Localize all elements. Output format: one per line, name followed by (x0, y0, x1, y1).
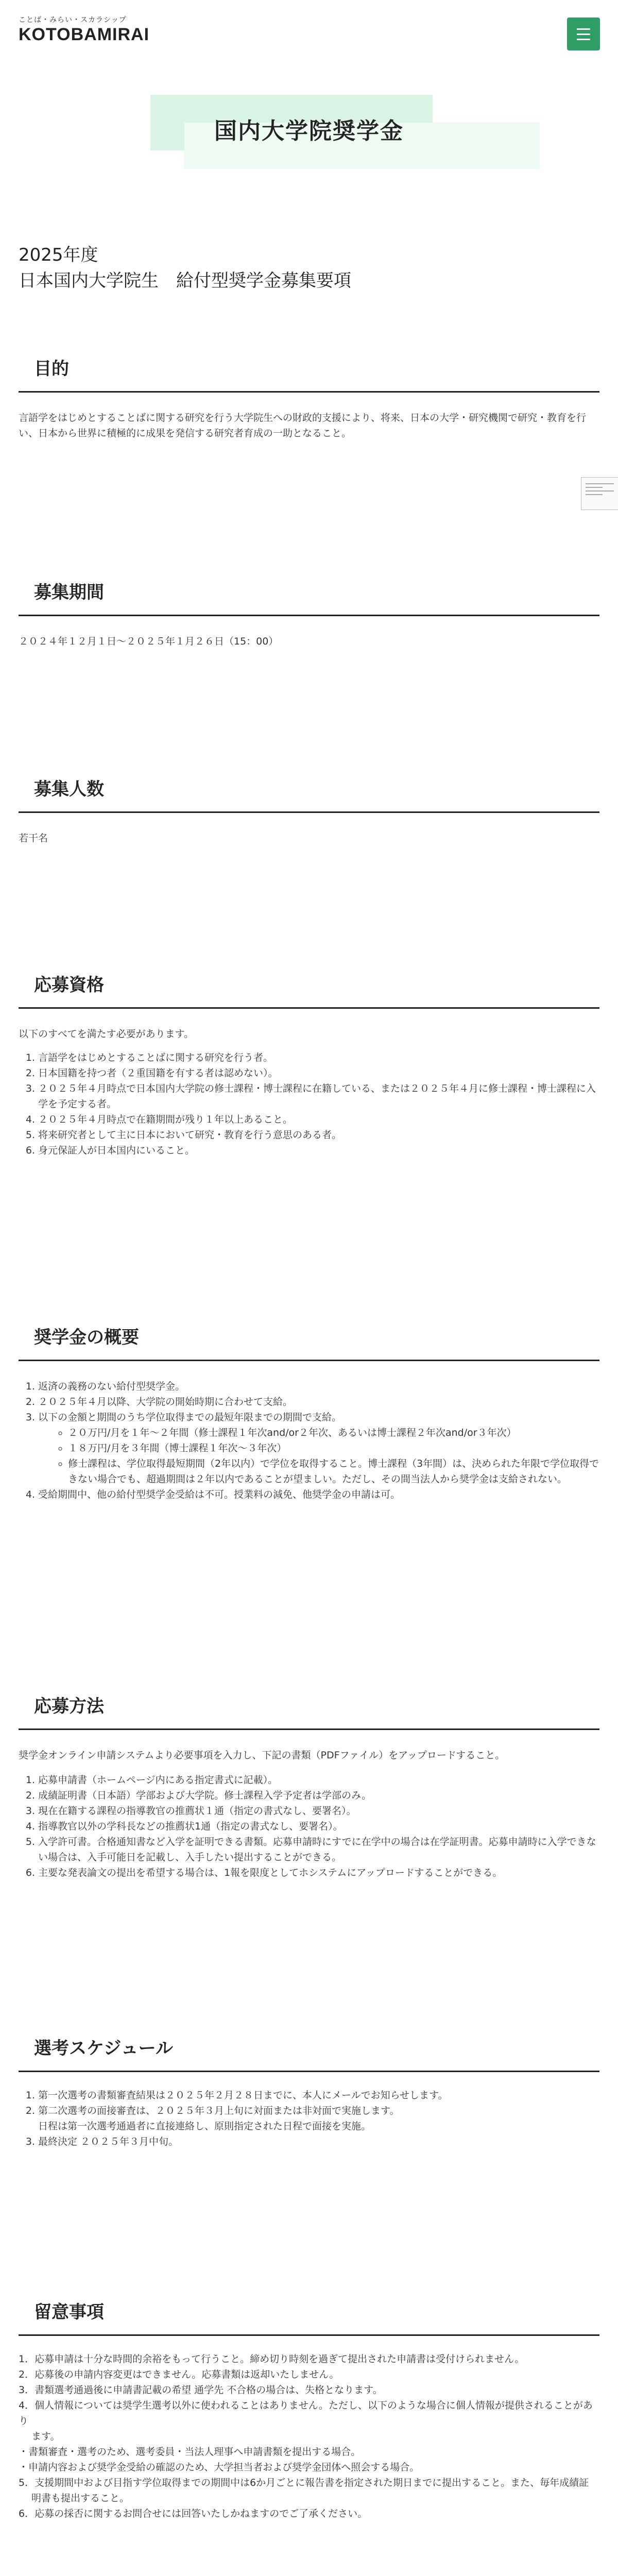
list-item: 5. 入学許可書。合格通知書など入学を証明できる書類。応募申請時にすでに在学中の場合は在学証明書。応募申請時に入学できない場合は、入手可能日を記載し、入手したい提出することができる。 (38, 1834, 599, 1865)
quota-text: 若干名 (19, 833, 48, 844)
list-item-text: 第二次選考の面接審査は、２０２５年３月上旬に対面または非対面で実施します。 (38, 2105, 400, 2116)
list-item: 2. ２０２５年４月以降、大学院の開始時期に合わせて支給。 (38, 1394, 599, 1410)
hero-banner (0, 67, 618, 201)
section-overview (19, 1323, 599, 1502)
hamburger-menu-icon-line (577, 33, 590, 35)
section-application (19, 1692, 599, 1880)
document-title: 日本国内大学院生 給付型奨学金募集要項 (19, 270, 351, 291)
section-body (19, 831, 599, 846)
note-line: 4．個人情報については奨学生選考以外に使われることはありません。ただし、以下のような場合に個人情報が提供されることがあり (19, 2400, 593, 2427)
eligibility-list (19, 1050, 599, 1158)
list-item: 1. 第一次選考の書類審査結果は２０２５年２月２８日までに、本人にメールでお知らせします。 (38, 2088, 599, 2103)
list-item: 1. 返済の義務のない給付型奨学金。 (38, 1379, 599, 1394)
section-body (19, 1379, 599, 1502)
note-line: 明書も提出すること。 (19, 2493, 130, 2504)
schedule-list (19, 2088, 599, 2149)
note-line: 1．応募申請は十分な時間的余裕をもって行うこと。締め切り時刻を過ぎて提出された申請書は受付けられません。 (19, 2353, 525, 2365)
note-line: ます。 (19, 2431, 60, 2442)
section-title: 目的 (19, 354, 599, 393)
note-line: ・書類審査・選考のため、選考委員・当法人理事へ申請書類を提出する場合。 (19, 2446, 361, 2458)
period-text: ２０２４年１２月１日〜２０２５年１月２６日（15：00） (19, 636, 279, 647)
list-item: 2. 成績証明書（日本語）学部および大学院。修士課程入学予定者は学部のみ。 (38, 1788, 599, 1803)
list-item: 1. 言語学をはじめとすることばに関する研究を行う者。 (38, 1050, 599, 1065)
eligibility-intro: 以下のすべてを満たす必要があります。 (19, 1028, 194, 1040)
section-notes (19, 2298, 599, 2521)
site-header (0, 0, 618, 67)
overview-sublist (38, 1425, 599, 1487)
section-title: 募集期間 (19, 578, 599, 616)
section-title: 選考スケジュール (19, 2034, 599, 2072)
list-item: 6. 身元保証人が日本国内にいること。 (38, 1143, 599, 1158)
application-intro: 奨学金オンライン申請システムより必要事項を入力し、下記の書類（PDFファイル）をアップロードすること。 (19, 1750, 505, 1761)
document-icon-line (586, 487, 603, 488)
section-body (19, 1748, 599, 1880)
logo-tagline: ことば・みらい・スカラシップ (19, 16, 127, 24)
section-period (19, 578, 599, 649)
section-body (19, 410, 599, 441)
section-title: 応募方法 (19, 1692, 599, 1730)
section-body (19, 2088, 599, 2149)
section-body (19, 1026, 599, 1158)
section-quota (19, 775, 599, 846)
logo-wordmark: KOTOBAMIRAI (19, 25, 150, 44)
page-title: 国内大学院奨学金 (214, 118, 404, 144)
list-item: 5. 将来研究者として主に日本において研究・教育を行う意思のある者。 (38, 1127, 599, 1143)
site-logo[interactable] (19, 15, 149, 44)
list-item (38, 1410, 599, 1487)
sub-list-item: ◦ １８万円/月を３年間（博士課程１年次〜３年次） (68, 1440, 599, 1456)
list-item: 3. 最終決定 ２０２５年３月中旬。 (38, 2134, 599, 2149)
list-item: 6. 主要な発表論文の提出を希望する場合は、1報を限度としてホシステムにアップロードすることができる。 (38, 1865, 599, 1880)
section-schedule (19, 2034, 599, 2149)
hamburger-menu-icon-line (577, 39, 590, 40)
section-purpose (19, 354, 599, 441)
list-item: 4. 受給期間中、他の給付型奨学金受給は不可。授業料の減免、他奨学金の申請は可。 (38, 1487, 599, 1502)
section-title: 奨学金の概要 (19, 1323, 599, 1361)
sub-list-item: ◦ ２０万円/月を１年〜２年間（修士課程１年次and/or２年次、あるいは博士課程２年次and/or３年次） (68, 1425, 599, 1440)
list-item-note: 日程は第一次選考通過者に直接連絡し、原則指定された日程で面接を実施。 (38, 2121, 371, 2132)
section-title: 応募資格 (19, 971, 599, 1009)
note-line: 6．応募の採否に関するお問合せには回答いたしかねますのでご了承ください。 (19, 2508, 368, 2519)
document-icon-line (586, 483, 614, 484)
sub-list-item: ◦ 修士課程は、学位取得最短期間（2年以内）で学位を取得すること。博士課程（3年間）は、決められた年限で学位取得できない場合でも、超過期間は２年以内であることが望ましい。ただし、その間当法人から奨学金は支給されない。 (68, 1456, 599, 1487)
list-item-text: 以下の金額と期間のうち学位取得までの最短年限までの期間で支給。 (38, 1412, 342, 1423)
note-line: 5．支援期間中および目指す学位取得までの期間中は6か月ごとに報告書を指定された期日までに提出すること。また、毎年成績証 (19, 2477, 589, 2488)
note-line: 3．書類選考通過後に申請書記載の希望 通学先 不合格の場合は、失格となります。 (19, 2384, 383, 2396)
document-icon-line (586, 490, 614, 492)
purpose-text: 言語学をはじめとすることばに関する研究を行う大学院生への財政的支援により、将来、日本の大学・研究機関で研究・教育を行い、日本から世界に積極的に成果を発信する研究者育成の一助となること。 (19, 412, 587, 439)
document-icon-line (586, 494, 603, 495)
list-item: 3. 現在在籍する課程の指導教官の推薦状１通（指定の書式なし、要署名）。 (38, 1803, 599, 1819)
note-line: ・申請内容および奨学金受給の確認のため、大学担当者および奨学金団体へ照会する場合。 (19, 2462, 420, 2473)
note-line: 2．応募後の申請内容変更はできません。応募書類は返却いたしません。 (19, 2369, 339, 2380)
section-body (19, 2351, 599, 2521)
hamburger-menu-icon (577, 28, 590, 30)
document-year: 2025年度 (19, 245, 98, 265)
section-title: 留意事項 (19, 2298, 599, 2336)
list-item: 1. 応募申請書（ホームページ内にある指定書式に記載）。 (38, 1772, 599, 1788)
section-body (19, 634, 599, 649)
overview-list (19, 1379, 599, 1502)
application-list (19, 1772, 599, 1880)
section-eligibility (19, 971, 599, 1158)
side-document-tab[interactable] (581, 477, 618, 510)
list-item: 2. 日本国籍を持つ者（２重国籍を有する者は認めない）。 (38, 1065, 599, 1081)
list-item: 4. ２０２５年４月時点で在籍期間が残り１年以上あること。 (38, 1112, 599, 1127)
section-title: 募集人数 (19, 775, 599, 813)
document-heading (19, 242, 585, 294)
list-item (38, 2103, 599, 2134)
list-item: 4. 指導教官以外の学科長などの推薦状1通（指定の書式なし、要署名）。 (38, 1819, 599, 1834)
list-item: 3. ２０２５年４月時点で日本国内大学院の修士課程・博士課程に在籍している、または２０２５年４月に修士課程・博士課程に入学を予定する者。 (38, 1081, 599, 1112)
hamburger-menu-button[interactable] (567, 18, 600, 50)
